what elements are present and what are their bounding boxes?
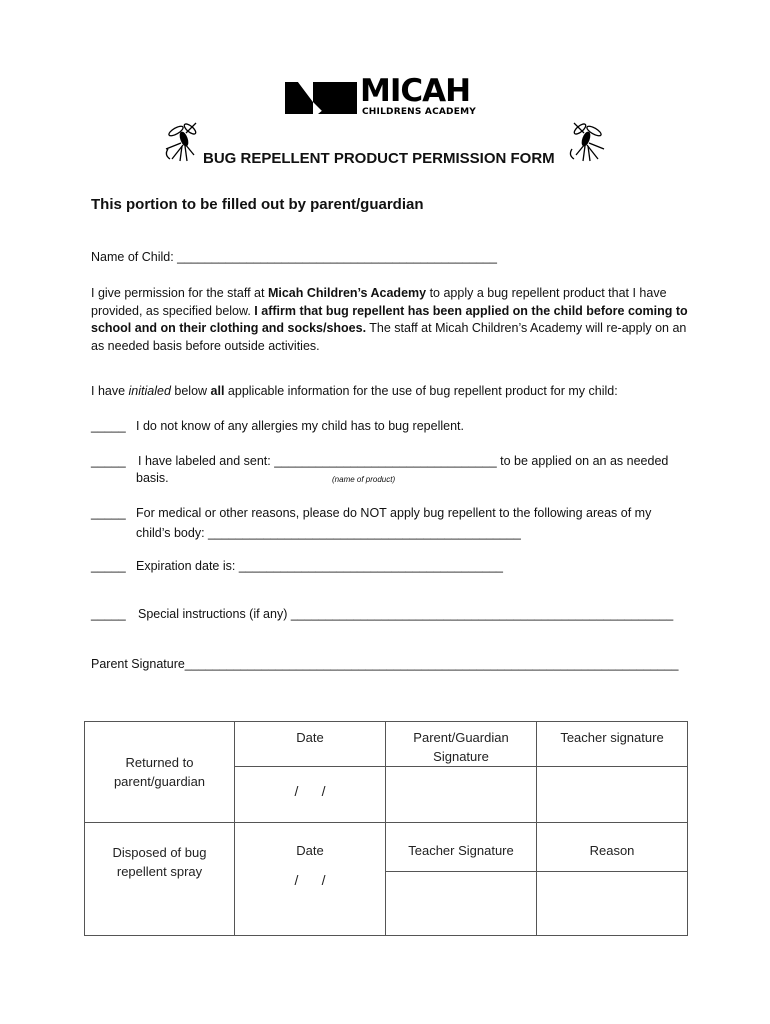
teacher-signature-header-returned: Teacher signature (537, 722, 688, 767)
disposed-reason-cell[interactable] (537, 872, 688, 936)
disposed-date-cell[interactable]: / / (235, 872, 386, 936)
item-allergies: I do not know of any allergies my child has to bug repellent. (136, 419, 464, 433)
disposed-teacher-signature-cell[interactable] (386, 872, 537, 936)
logo-tagline: CHILDRENS ACADEMY (362, 107, 476, 117)
item-labeled-sent[interactable]: I have labeled and sent: ________________________________ to be applied on an as needed (138, 454, 669, 468)
returned-parent-signature-cell[interactable] (386, 767, 537, 823)
mosquito-icon-right (566, 119, 612, 165)
item-labeled-basis: basis. (136, 471, 169, 485)
date-header-disposed: Date (235, 823, 386, 872)
expiration-date-field[interactable]: Expiration date is: ______________________________________ (136, 559, 504, 573)
returned-label-cell: Returned to parent/guardian (85, 722, 235, 823)
permission-paragraph: I give permission for the staff at Micah Children’s Academy to apply a bug repellent product that I have provided, as specified below. I affirm that bug repellent has been applied on the child before coming to school and on their clothing and socks/shoes. The staff at Micah Children’s Academy will re-apply on an as needed basis before outside activities. (91, 286, 688, 353)
returned-date-cell[interactable]: / / (235, 767, 386, 823)
parent-guardian-signature-header: Parent/Guardian Signature (386, 722, 537, 767)
item-body-areas-field[interactable]: child’s body: _____________________________________________ (136, 526, 521, 540)
initial-instructions: I have initialed below all applicable information for the use of bug repellent product for my child: (91, 384, 618, 398)
name-of-child-field[interactable]: Name of Child: ______________________________________________ (91, 250, 497, 264)
parent-signature-field[interactable]: Parent Signature_______________________________________________________________________ (91, 657, 679, 671)
special-instructions-field[interactable]: Special instructions (if any) _______________________________________________________ (138, 607, 674, 621)
initial-blank-special[interactable]: _____ (91, 607, 126, 621)
disposed-label-cell: Disposed of bug repellent spray (85, 823, 235, 936)
section-heading: This portion to be filled out by parent/guardian (91, 196, 424, 213)
return-disposal-table (84, 721, 688, 936)
initial-blank-expiration[interactable]: _____ (91, 559, 126, 573)
name-of-product-caption: (name of product) (332, 475, 396, 484)
initial-blank-medical[interactable]: _____ (91, 506, 126, 520)
teacher-signature-header-disposed: Teacher Signature (386, 823, 537, 872)
reason-header: Reason (537, 823, 688, 872)
item-medical: For medical or other reasons, please do NOT apply bug repellent to the following areas of my (136, 506, 652, 520)
logo-wordmark: MICAH (360, 73, 471, 109)
mosquito-icon-left (158, 119, 204, 165)
returned-teacher-signature-cell[interactable] (537, 767, 688, 823)
initial-blank-allergies[interactable]: _____ (91, 419, 126, 433)
date-header-returned: Date (235, 722, 386, 767)
initial-blank-labeled[interactable]: _____ (91, 454, 126, 468)
form-title: BUG REPELLENT PRODUCT PERMISSION FORM (203, 150, 555, 167)
